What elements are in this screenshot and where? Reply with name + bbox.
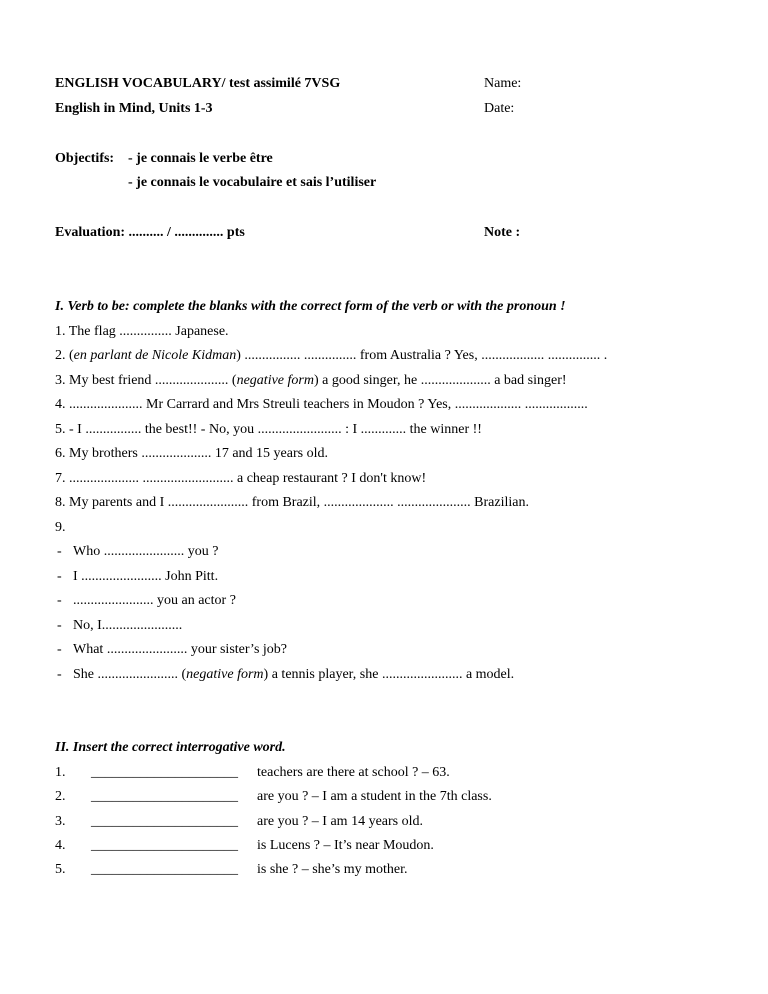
exercise-8: 8. My parents and I ....................... from Brazil, .................... ..................... Brazilian. [55,495,529,510]
question-text: is Lucens ? – It’s near Moudon. [257,838,434,853]
answer-blank: _____________________ [91,765,238,780]
exercise-9: 9. [55,520,66,535]
exercise-5: 5. - I ................ the best!! - No, you ........................ : I ............. the winner !! [55,422,482,437]
exercise-6: 6. My brothers .................... 17 and 15 years old. [55,446,328,461]
date-label: Date: [484,101,515,116]
dialog-line-2: I ....................... John Pitt. [73,569,219,584]
dialog-dash: - [57,667,62,682]
question-text: are you ? – I am 14 years old. [257,814,423,829]
question-text: is she ? – she’s my mother. [257,862,408,877]
dialog-line-4: No, I....................... [73,618,183,633]
item-number: 5. [55,862,66,877]
dialog-line-6: She ....................... (negative form) a tennis player, she ....................... a model. [73,667,515,682]
note-label: Note : [484,225,521,240]
objective-line-2: - je connais le vocabulaire et sais l’utiliser [128,175,377,190]
section-2-title: II. Insert the correct interrogative word. [55,740,286,755]
dialog-dash: - [57,569,62,584]
item-number: 3. [55,814,66,829]
dialog-dash: - [57,618,62,633]
question-text: teachers are there at school ? – 63. [257,765,450,780]
answer-blank: _____________________ [91,789,238,804]
exercise-4: 4. ..................... Mr Carrard and Mrs Streuli teachers in Moudon ? Yes, ................... .................. [55,397,588,412]
section-1-title: I. Verb to be: complete the blanks with the correct form of the verb or with the pronoun ! [55,299,566,314]
dialog-line-1: Who ....................... you ? [73,544,219,559]
exercise-3: 3. My best friend ..................... (negative form) a good singer, he .................... a bad singer! [55,373,567,388]
answer-blank: _____________________ [91,862,238,877]
name-label: Name: [484,76,522,91]
evaluation-label: Evaluation: .......... / .............. pts [55,225,245,240]
objective-line-1: - je connais le verbe être [128,151,273,166]
document-title: ENGLISH VOCABULARY/ test assimilé 7VSG [55,76,341,91]
objectives-label: Objectifs: [55,151,115,166]
exercise-1: 1. The flag ............... Japanese. [55,324,229,339]
dialog-dash: - [57,593,62,608]
question-text: are you ? – I am a student in the 7th class. [257,789,492,804]
item-number: 2. [55,789,66,804]
document-subtitle: English in Mind, Units 1-3 [55,101,213,116]
exercise-2: 2. (en parlant de Nicole Kidman) ................ ............... from Australia ? Yes, .................. ............... . [55,348,608,363]
dialog-line-5: What ....................... your sister’s job? [73,642,287,657]
item-number: 1. [55,765,66,780]
answer-blank: _____________________ [91,838,238,853]
exercise-7: 7. .................... .......................... a cheap restaurant ? I don't know! [55,471,427,486]
answer-blank: _____________________ [91,814,238,829]
dialog-line-3: ....................... you an actor ? [73,593,236,608]
item-number: 4. [55,838,66,853]
dialog-dash: - [57,642,62,657]
dialog-dash: - [57,544,62,559]
